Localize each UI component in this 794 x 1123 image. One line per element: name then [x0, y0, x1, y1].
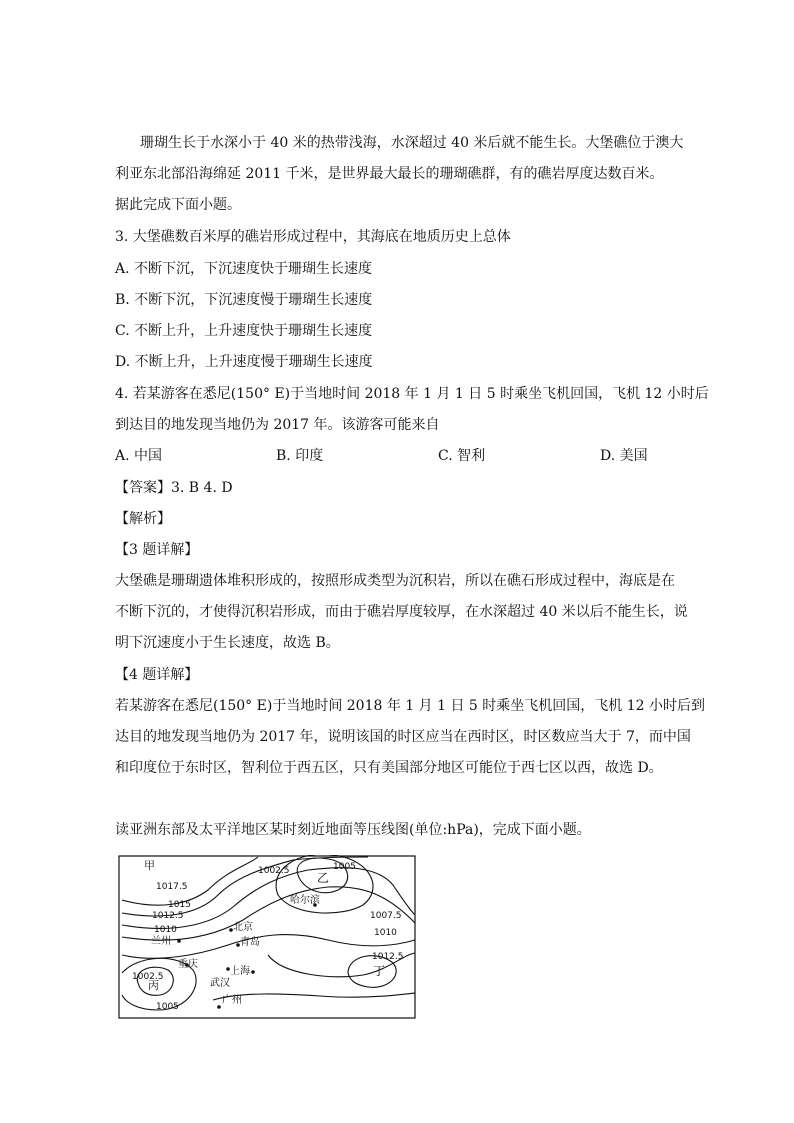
letter-bing: 丙 [148, 979, 159, 992]
q4-detail-text: 若某游客在悉尼(150° E)于当地时间 2018 年 1 月 1 日 5 时乘坐飞机回国，飞机 12 小时后到 [115, 698, 705, 714]
city-label: 上海 [230, 966, 250, 977]
option-c: C. 智利 [438, 448, 486, 464]
city-label: 广州 [222, 995, 242, 1006]
city-label: 武汉 [210, 978, 230, 989]
city-dot [217, 1005, 221, 1009]
option-b: B. 印度 [276, 448, 324, 464]
option-a: A. 不断下沉，下沉速度快于珊瑚生长速度 [115, 261, 373, 277]
isobar-label: 1010 [154, 925, 177, 935]
passage-line: 利亚东北部沿海绵延 2011 千米，是世界最大最长的珊瑚礁群，有的礁岩厚度达数百米。 [115, 166, 664, 182]
option-a: A. 中国 [115, 448, 163, 464]
question-stem: 3. 大堡礁数百米厚的礁岩形成过程中，其海底在地质历史上总体 [115, 229, 511, 245]
city-label: 哈尔滨 [290, 895, 320, 906]
passage-line: 据此完成下面小题。 [115, 197, 241, 213]
option-d: D. 不断上升，上升速度慢于珊瑚生长速度 [115, 354, 373, 370]
isobar-label: 1002.5 [132, 972, 164, 982]
isobar-label: 1015 [168, 900, 191, 910]
letter-yi: 乙 [317, 871, 330, 885]
city-dot [226, 967, 230, 971]
city-dot [177, 939, 181, 943]
q3-detail-text: 明下沉速度小于生长速度，故选 B。 [115, 635, 340, 651]
q4-detail-text: 达目的地发现当地仍为 2017 年，说明该国的时区应当在西时区，时区数应当大于 7，而中国 [115, 729, 691, 745]
q3-detail-text: 大堡礁是珊瑚遗体堆积形成的，按照形成类型为沉积岩，所以在礁石形成过程中，海底是在 [115, 573, 675, 589]
q4-detail-label: 【4 题详解】 [115, 667, 199, 683]
isobar-label: 1005 [156, 1002, 179, 1012]
city-label: 兰州 [151, 936, 171, 947]
isobar-label: 1002.5 [258, 866, 290, 876]
isobar-label: 1017.5 [156, 882, 188, 892]
isobar-label: 1005 [333, 862, 356, 872]
letter-ding: 丁 [373, 964, 386, 978]
analysis-label: 【解析】 [115, 511, 171, 527]
city-label: 青岛 [240, 937, 260, 948]
question-stem: 到达目的地发现当地仍为 2017 年。该游客可能来自 [115, 417, 440, 433]
answer-line: 【答案】3. B 4. D [115, 480, 233, 496]
q3-detail-text: 不断下沉的，才使得沉积岩形成，而由于礁岩厚度较厚，在水深超过 40 米以后不能生长，说 [115, 604, 688, 620]
passage-line: 珊瑚生长于水深小于 40 米的热带浅海，水深超过 40 米后就不能生长。大堡礁位于澳大 [140, 135, 684, 151]
isobar-map [118, 855, 418, 1020]
q4-detail-text: 和印度位于东时区，智利位于西五区，只有美国部分地区可能位于西七区以西，故选 D。 [115, 760, 663, 776]
isobar-label: 1012.5 [152, 911, 184, 921]
map-intro: 读亚洲东部及太平洋地区某时刻近地面等压线图(单位:hPa)，完成下面小题。 [115, 822, 591, 838]
option-d: D. 美国 [600, 448, 648, 464]
city-label: 北京 [233, 922, 253, 933]
city-dot [251, 970, 255, 974]
isobar-label: 1007.5 [370, 911, 402, 921]
city-label: 重庆 [178, 959, 198, 970]
letter-jia: 甲 [144, 859, 155, 872]
q3-detail-label: 【3 题详解】 [115, 542, 199, 558]
question-stem: 4. 若某游客在悉尼(150° E)于当地时间 2018 年 1 月 1 日 5 时乘坐飞机回国，飞机 12 小时后 [115, 386, 709, 402]
option-c: C. 不断上升，上升速度快于珊瑚生长速度 [115, 323, 373, 339]
isobar-label: 1012.5 [372, 952, 404, 962]
option-b: B. 不断下沉，下沉速度慢于珊瑚生长速度 [115, 292, 373, 308]
isobar-label: 1010 [374, 928, 397, 938]
